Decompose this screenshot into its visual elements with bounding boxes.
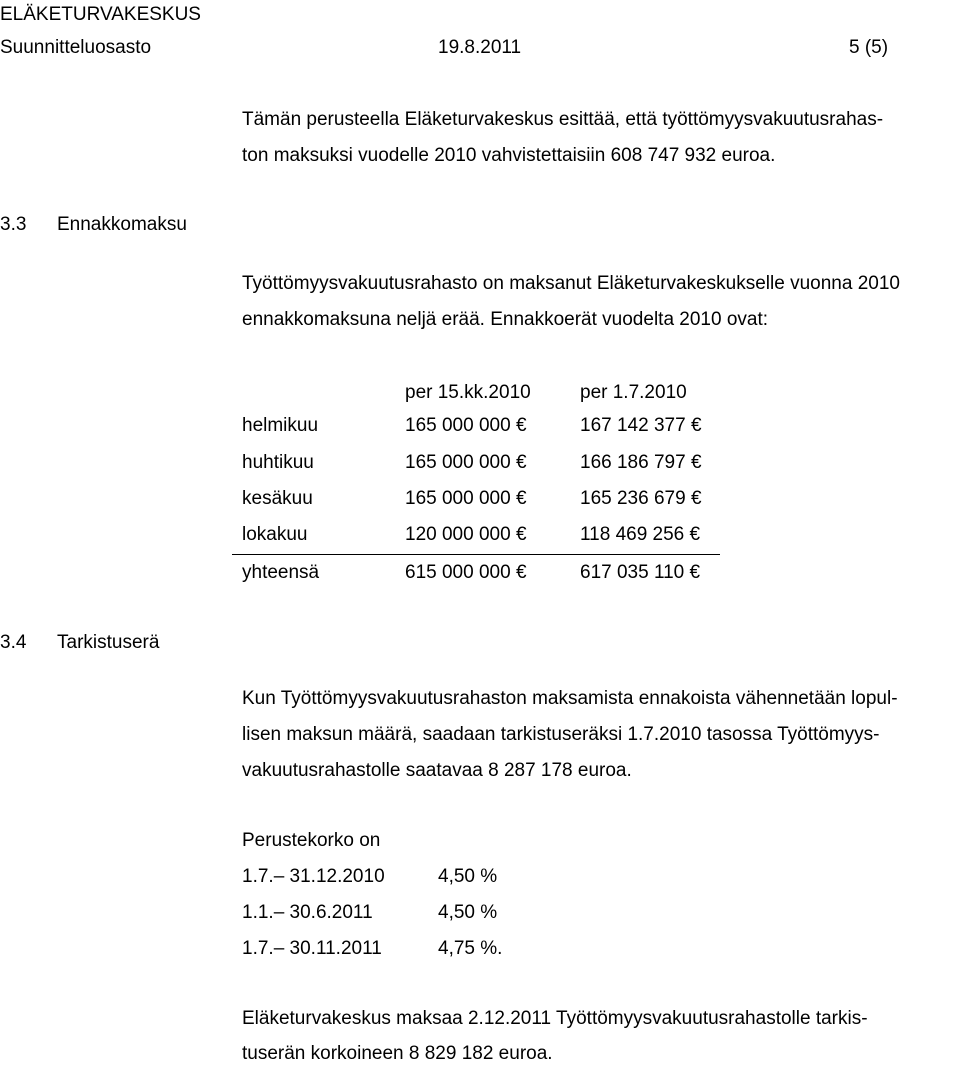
closing-line-1: Eläketurvakeskus maksaa 2.12.2011 Työttömyysvakuutusrahastolle tarkis- [242,1008,868,1029]
euro-icon: € [515,415,527,436]
table-cell: 165 000 000 € [405,452,527,473]
euro-icon: € [515,562,527,583]
table-total-divider [232,554,720,555]
rates-heading: Perustekorko on [242,830,381,851]
rate-value: 4,50 % [438,866,498,887]
euro-icon: € [690,415,702,436]
section-3-3-title: Ennakkomaksu [57,214,187,235]
euro-icon: € [515,524,527,545]
table-cell: 167 142 377 € [580,415,702,436]
document-date: 19.8.2011 [438,37,522,58]
section-3-3-number: 3.3 [0,214,27,235]
euro-icon: € [690,452,702,473]
department: Suunnitteluosasto [0,37,152,58]
section-3-4-line-2: lisen maksun määrä, saadaan tarkistuseräksi 1.7.2010 tasossa Työttömyys- [242,724,880,745]
table-row-label: kesäkuu [242,488,313,509]
table-cell: 165 236 679 € [580,488,702,509]
table-cell: 118 469 256 € [580,524,701,545]
section-3-4-number: 3.4 [0,632,27,653]
rate-value: 4,75 %. [438,938,503,959]
table-total-cell: 617 035 110 € [580,562,701,583]
rate-value: 4,50 % [438,902,498,923]
table-cell: 120 000 000 € [405,524,527,545]
rate-period: 1.7.– 30.11.2011 [242,938,382,959]
table-cell: 165 000 000 € [405,415,527,436]
table-cell: 165 000 000 € [405,488,527,509]
euro-icon: € [689,562,701,583]
section-3-4-title: Tarkistuserä [57,632,160,653]
org-name: ELÄKETURVAKESKUS [0,4,201,25]
page-number: 5 (5) [849,37,889,58]
rate-period: 1.1.– 30.6.2011 [242,902,373,923]
intro-line-1: Tämän perusteella Eläketurvakeskus esittää, että työttömyysvakuutusrahas- [242,109,884,130]
table-header-col2: per 1.7.2010 [580,382,687,403]
euro-icon: € [515,452,527,473]
table-row-label: lokakuu [242,524,308,545]
table-total-label: yhteensä [242,562,320,583]
euro-icon: € [690,488,702,509]
rate-period: 1.7.– 31.12.2010 [242,866,385,887]
closing-line-2: tuserän korkoineen 8 829 182 euroa. [242,1043,553,1064]
section-3-4-line-3: vakuutusrahastolle saatavaa 8 287 178 euroa. [242,760,632,781]
table-row-label: helmikuu [242,415,319,436]
intro-line-2: ton maksuksi vuodelle 2010 vahvistettaisiin 608 747 932 euroa. [242,145,776,166]
section-3-4-line-1: Kun Työttömyysvakuutusrahaston maksamista ennakoista vähennetään lopul- [242,688,898,709]
table-header-col1: per 15.kk.2010 [405,382,531,403]
section-3-3-line-2: ennakkomaksuna neljä erää. Ennakkoerät vuodelta 2010 ovat: [242,309,769,330]
euro-icon: € [689,524,701,545]
table-total-cell: 615 000 000 € [405,562,527,583]
table-cell: 166 186 797 € [580,452,702,473]
section-3-3-line-1: Työttömyysvakuutusrahasto on maksanut Eläketurvakeskukselle vuonna 2010 [242,273,900,294]
euro-icon: € [515,488,527,509]
table-row-label: huhtikuu [242,452,314,473]
